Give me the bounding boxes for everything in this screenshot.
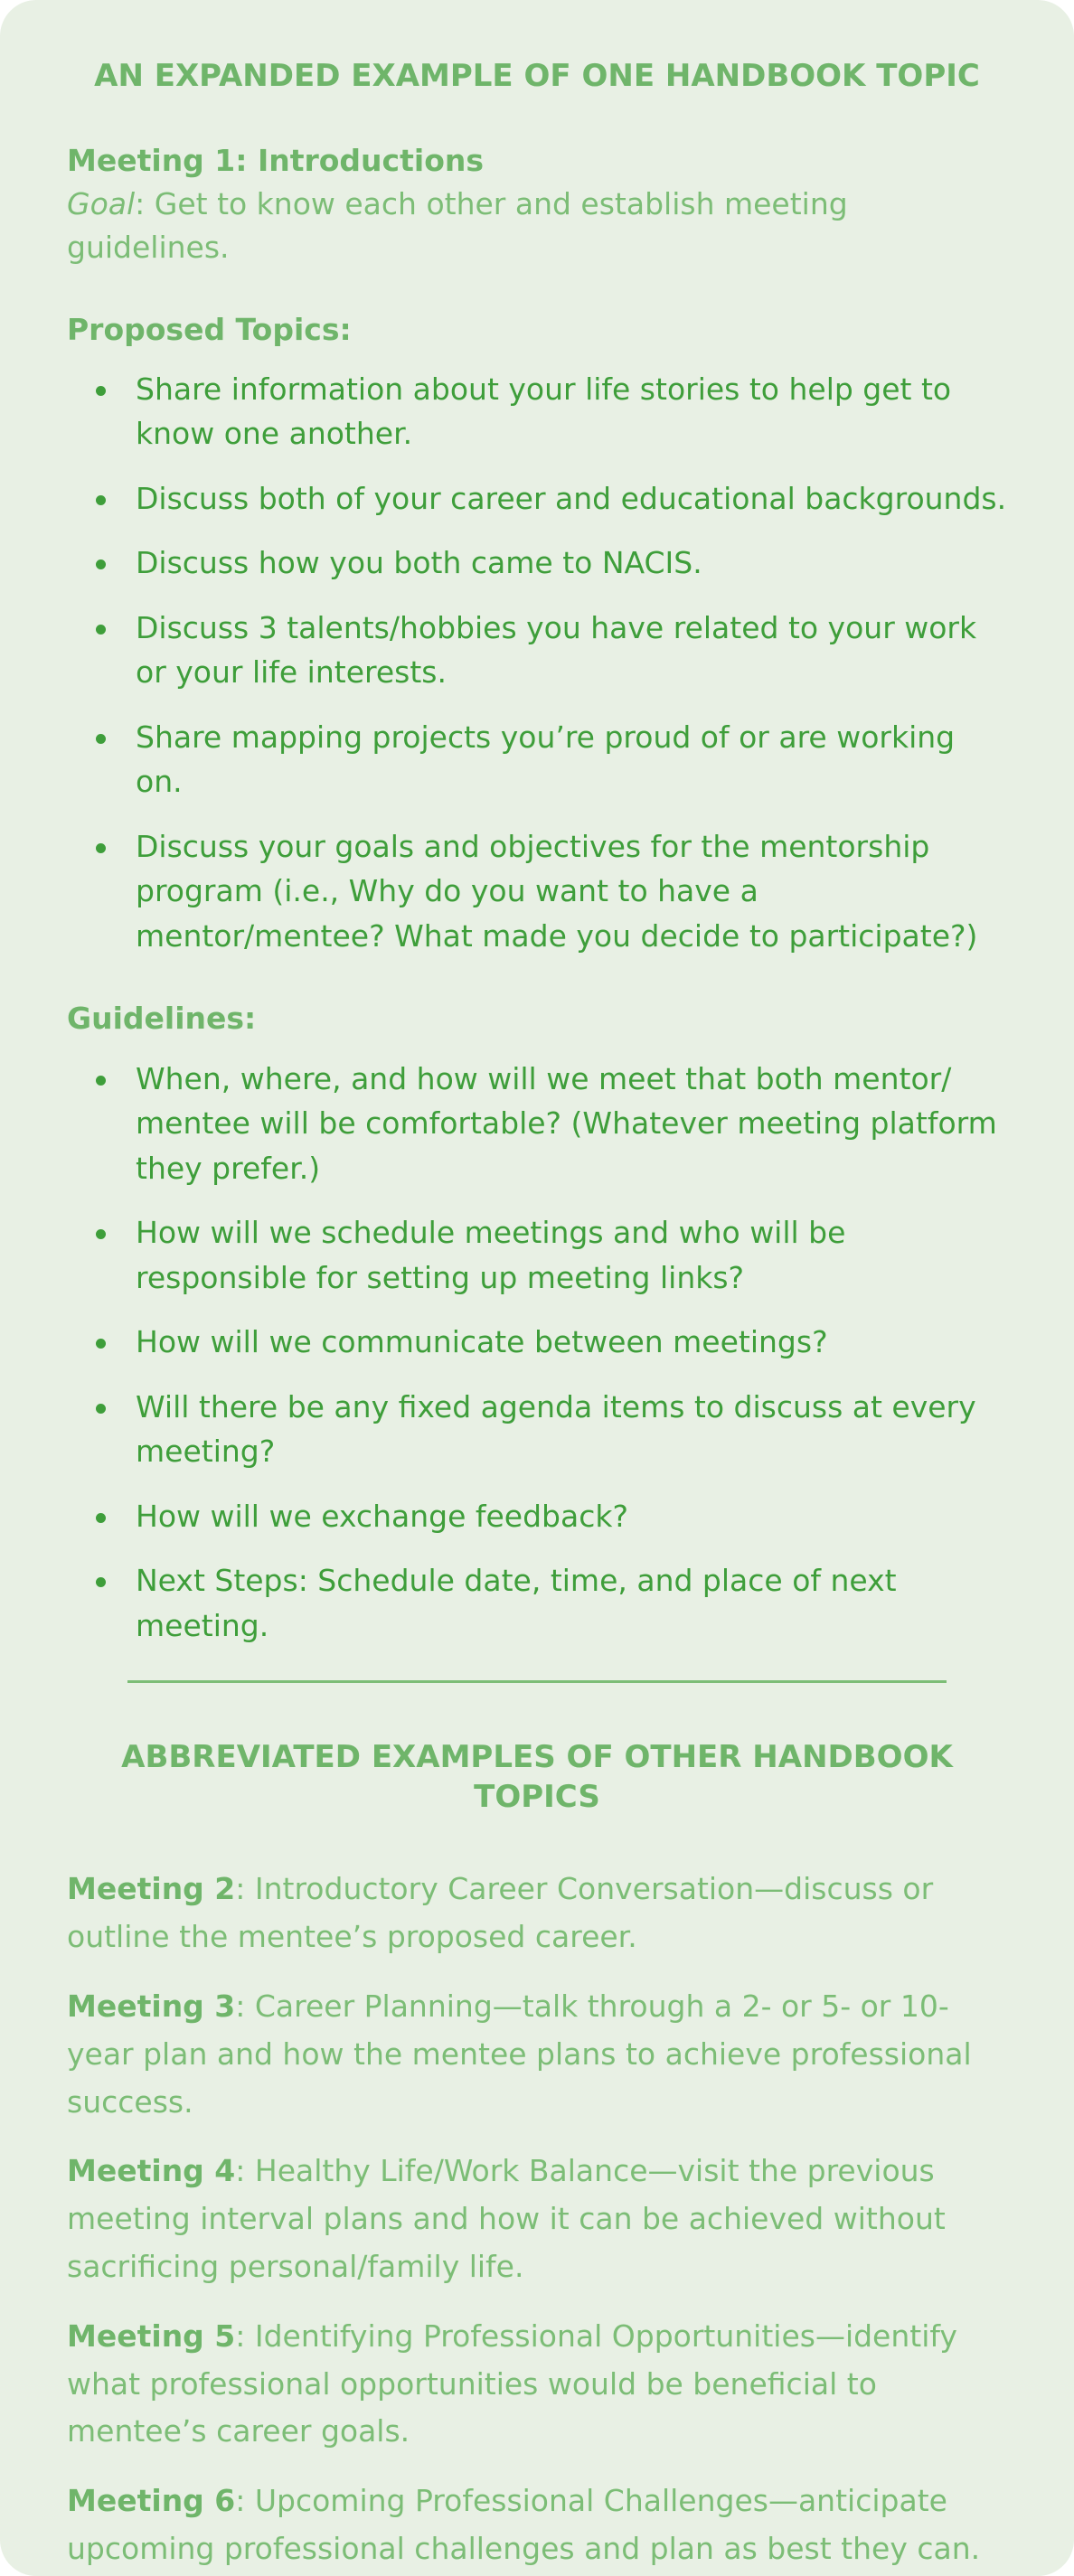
- list-item: [67, 1558, 1007, 1648]
- goal-text: : Get to know each other and establish meeting guidelines.: [67, 186, 848, 265]
- bullet-icon: [96, 1513, 106, 1523]
- guideline-text: When, where, and how will we meet that both mentor/ mentee will be comfortable? (Whatever meeting platform they prefer.): [136, 1060, 997, 1186]
- section-divider: [127, 1680, 947, 1683]
- meeting-label: Meeting 5: [67, 2317, 236, 2354]
- meeting-label: Meeting 6: [67, 2483, 236, 2519]
- abbreviated-meeting-item: [67, 2148, 1007, 2290]
- meeting-label: Meeting 3: [67, 1988, 236, 2025]
- meeting-label: Meeting 2: [67, 1871, 236, 1907]
- meeting-label: Meeting 4: [67, 2153, 236, 2189]
- abbreviated-meeting-item: [67, 2313, 1007, 2456]
- bullet-icon: [96, 1404, 106, 1414]
- bullet-icon: [96, 843, 106, 853]
- bullet-icon: [96, 1076, 106, 1086]
- abbreviated-meeting-item: [67, 1866, 1007, 1961]
- guideline-text: Next Steps: Schedule date, time, and place of next meeting.: [136, 1563, 897, 1643]
- proposed-topic-text: Share mapping projects you’re proud of or are working on.: [136, 719, 956, 800]
- bullet-icon: [96, 386, 106, 396]
- bullet-icon: [96, 734, 106, 744]
- expanded-section-title: AN EXPANDED EXAMPLE OF ONE HANDBOOK TOPIC: [94, 58, 980, 94]
- proposed-topic-text: Discuss both of your career and educational backgrounds.: [136, 480, 1007, 516]
- goal-line: [67, 183, 1007, 269]
- list-item: [67, 367, 1007, 456]
- list-item: [67, 1494, 1007, 1539]
- goal-label: Goal: [67, 186, 136, 222]
- abbreviated-section-title: ABBREVIATED EXAMPLES OF OTHER HANDBOOK TOPICS: [121, 1739, 953, 1816]
- bullet-icon: [96, 559, 106, 569]
- proposed-topic-text: Share information about your life stories to help get to know one another.: [136, 371, 952, 452]
- proposed-topic-text: Discuss your goals and objectives for the mentorship program (i.e., Why do you want to have a mentor/mentee? What made you decide to participate?): [136, 828, 978, 954]
- list-item: [67, 824, 1007, 959]
- meeting-description: : Identifying Professional Opportunities—identify what professional opportunities would be beneficial to mentee’s career goals.: [67, 2317, 957, 2449]
- abbreviated-meeting-item: [67, 2477, 1007, 2573]
- meeting-description: : Upcoming Professional Challenges—anticipate upcoming professional challenges and plan as best they can.: [67, 2483, 981, 2567]
- proposed-topic-text: Discuss 3 talents/hobbies you have related to your work or your life interests.: [136, 609, 977, 691]
- list-item: [67, 1057, 1007, 1191]
- guideline-text: How will we schedule meetings and who will be responsible for setting up meeting links?: [136, 1215, 846, 1295]
- proposed-topics-list: [67, 367, 1007, 959]
- meeting-description: : Career Planning—talk through a 2- or 5- or 10-year plan and how the mentee plans to achieve professional success.: [67, 1988, 972, 2120]
- bullet-icon: [96, 625, 106, 635]
- bullet-icon: [96, 1229, 106, 1239]
- guideline-text: How will we communicate between meetings?: [136, 1324, 828, 1360]
- bullet-icon: [96, 1339, 106, 1349]
- guidelines-heading: Guidelines:: [67, 1001, 257, 1037]
- list-item: [67, 715, 1007, 804]
- proposed-topics-heading: Proposed Topics:: [67, 311, 352, 347]
- list-item: [67, 476, 1007, 522]
- list-item: [67, 1320, 1007, 1365]
- list-item: [67, 606, 1007, 695]
- list-item: [67, 541, 1007, 586]
- abbreviated-meeting-item: [67, 1983, 1007, 2126]
- bullet-icon: [96, 495, 106, 505]
- bullet-icon: [96, 1577, 106, 1587]
- proposed-topic-text: Discuss how you both came to NACIS.: [136, 545, 702, 581]
- meeting-description: : Healthy Life/Work Balance—visit the previous meeting interval plans and how it can be achieved without sacrificing personal/family life.: [67, 2153, 946, 2285]
- guideline-text: Will there be any fixed agenda items to discuss at every meeting?: [136, 1388, 976, 1470]
- guidelines-list: [67, 1057, 1007, 1649]
- list-item: [67, 1385, 1007, 1474]
- guideline-text: How will we exchange feedback?: [136, 1498, 628, 1534]
- list-item: [67, 1210, 1007, 1300]
- meeting-description: : Introductory Career Conversation—discuss or outline the mentee’s proposed career.: [67, 1871, 934, 1955]
- meeting-1-heading: Meeting 1: Introductions: [67, 143, 485, 179]
